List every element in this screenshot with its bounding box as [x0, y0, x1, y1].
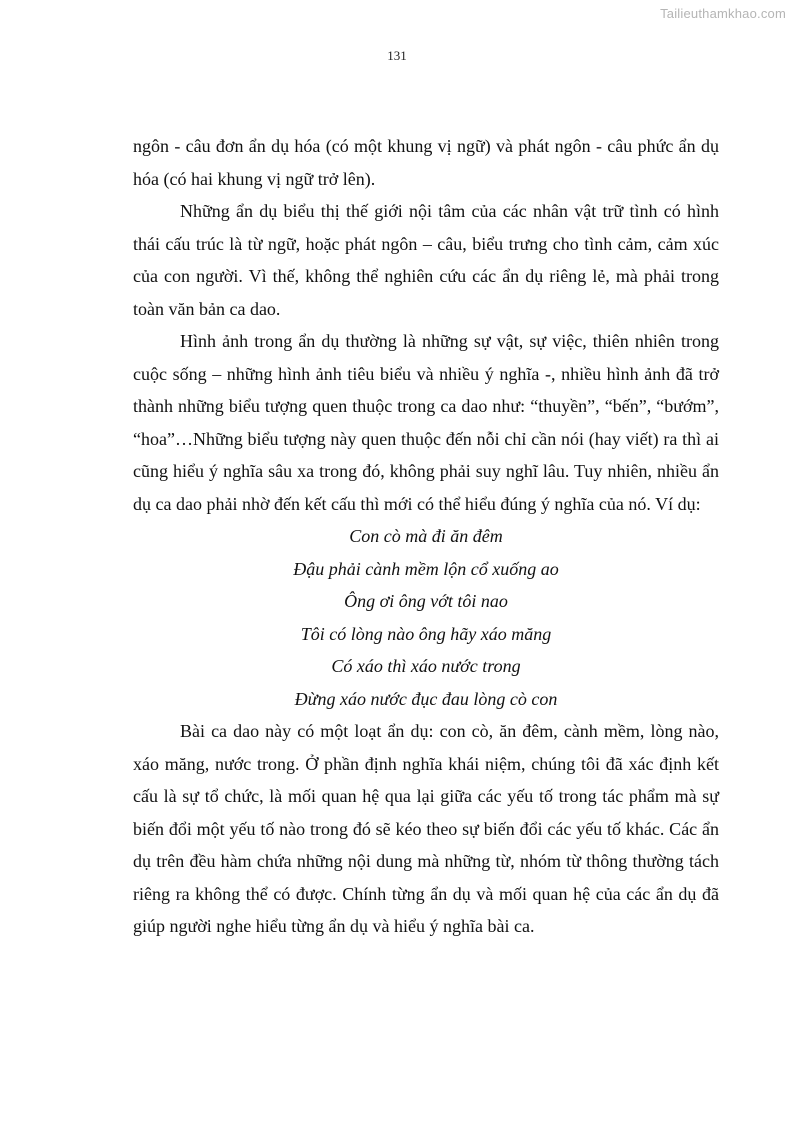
poem-excerpt [133, 520, 719, 715]
poem-line: Tôi có lòng nào ông hãy xáo măng [300, 623, 552, 644]
poem-line: Con cò mà đi ăn đêm [349, 526, 503, 546]
poem-line: Có xáo thì xáo nước trong [331, 656, 521, 676]
paragraph: Bài ca dao này có một loạt ẩn dụ: con cò, ăn đêm, cành mềm, lòng nào, xáo măng, nước trong. Ở phần định nghĩa khái niệm, chúng tôi đã xác định kết cấu là sự tổ chức, là mối quan hệ qua lại giữa các yếu tố trong tác phẩm mà sự biến đổi một yếu tố nào trong đó sẽ kéo theo sự biến đổi các yếu tố khác. Các ẩn dụ trên đều hàm chứa những nội dung mà những từ, nhóm từ thông thường tách riêng ra không thể có được. Chính từng ẩn dụ và mối quan hệ của các ẩn dụ đã giúp người nghe hiểu từng ẩn dụ và hiểu ý nghĩa bài ca. [133, 721, 719, 936]
paragraph: Hình ảnh trong ẩn dụ thường là những sự vật, sự việc, thiên nhiên trong cuộc sống – những hình ảnh tiêu biểu và nhiều ý nghĩa -, nhiều hình ảnh đã trở thành những biểu tượng quen thuộc trong ca dao như: “thuyền”, “bến”, “bướm”, “hoa”…Những biểu tượng này quen thuộc đến nỗi chỉ cần nói (hay viết) ra thì ai cũng hiểu ý nghĩa sâu xa trong đó, không phải suy nghĩ lâu. Tuy nhiên, nhiều ẩn dụ ca dao phải nhờ đến kết cấu thì mới có thể hiểu đúng ý nghĩa của nó. Ví dụ: [133, 331, 719, 514]
poem-line: Đậu phải cành mềm lộn cổ xuống ao [293, 558, 559, 579]
document-body [133, 130, 719, 943]
watermark: Tailieuthamkhao.com [660, 6, 786, 21]
poem-line: Đừng xáo nước đục đau lòng cò con [294, 688, 558, 709]
poem-line: Ông ơi ông vớt tôi nao [344, 591, 508, 611]
paragraph: Những ẩn dụ biểu thị thế giới nội tâm của các nhân vật trữ tình có hình thái cấu trúc là từ ngữ, hoặc phát ngôn – câu, biểu trưng cho tình cảm, cảm xúc của con người. Vì thế, không thể nghiên cứu các ẩn dụ riêng lẻ, mà phải trong toàn văn bản ca dao. [133, 201, 719, 319]
page-number: 131 [387, 48, 407, 63]
paragraph-continuation: ngôn - câu đơn ẩn dụ hóa (có một khung vị ngữ) và phát ngôn - câu phức ẩn dụ hóa (có hai khung vị ngữ trở lên). [133, 136, 719, 189]
